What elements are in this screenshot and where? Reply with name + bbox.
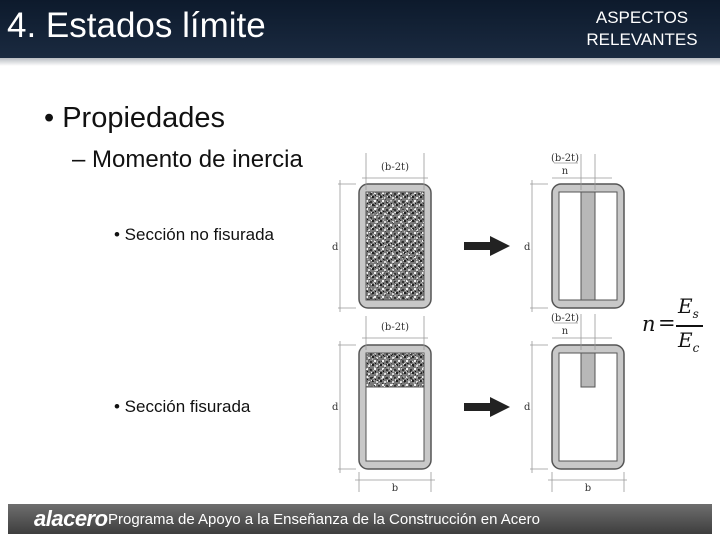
alacero-logo: alacero	[34, 506, 108, 531]
section-tag	[572, 7, 712, 51]
modular-ratio-formula	[640, 294, 710, 356]
formula-lhs: n	[642, 312, 656, 336]
cracked-transformed-width-label-top: (b-2t)	[551, 313, 579, 324]
cracked-transformed-base-label: b	[584, 483, 592, 494]
uncracked-transformed-depth-label: d	[524, 242, 531, 253]
bullet-uncracked-section: • Sección no fisurada	[114, 225, 274, 244]
cracked-transformed-section	[552, 345, 624, 469]
uncracked-transform-arrow	[464, 236, 510, 256]
cracked-transformed-depth-label: d	[524, 402, 531, 413]
cracked-depth-label: d	[332, 402, 339, 413]
slide-header	[0, 0, 720, 58]
cracked-steel-section	[359, 345, 431, 469]
section-tag-line2: RELEVANTES	[586, 30, 698, 49]
uncracked-depth-dimension	[338, 180, 356, 312]
formula-equals: =	[658, 311, 676, 335]
section-diagram	[316, 148, 628, 498]
cracked-transformed-width-label-bottom: n	[561, 326, 569, 337]
formula-numerator: $E_s$	[678, 294, 699, 321]
cracked-width-label: (b-2t)	[381, 322, 409, 333]
section-tag-line1: ASPECTOS	[595, 8, 689, 27]
uncracked-transformed-depth-dimension	[530, 180, 548, 312]
uncracked-width-label: (b-2t)	[381, 162, 409, 173]
header-shadow	[0, 58, 720, 66]
bullet-properties: • Propiedades	[44, 102, 226, 134]
cracked-depth-dimension	[338, 341, 356, 473]
cracked-base-label: b	[391, 483, 399, 494]
bullet-moment-of-inertia: – Momento de inercia	[72, 146, 303, 173]
transformed-width-label-top: (b-2t)	[551, 153, 579, 164]
transformed-width-label-bottom: n	[561, 166, 569, 177]
footer-program-text: Programa de Apoyo a la Enseñanza de la Construcción en Acero	[108, 511, 540, 528]
cracked-transformed-depth-dimension	[530, 341, 548, 473]
footer-bar	[8, 504, 712, 534]
formula-denominator: $E_c$	[678, 328, 700, 355]
bullet-cracked-section: • Sección fisurada	[114, 397, 251, 416]
uncracked-steel-section	[359, 184, 431, 308]
uncracked-transformed-section	[552, 184, 624, 308]
uncracked-depth-label: d	[332, 242, 339, 253]
cracked-transform-arrow	[464, 397, 510, 417]
formula-fraction-bar	[676, 325, 703, 327]
slide-title: 4. Estados límite	[7, 6, 266, 45]
